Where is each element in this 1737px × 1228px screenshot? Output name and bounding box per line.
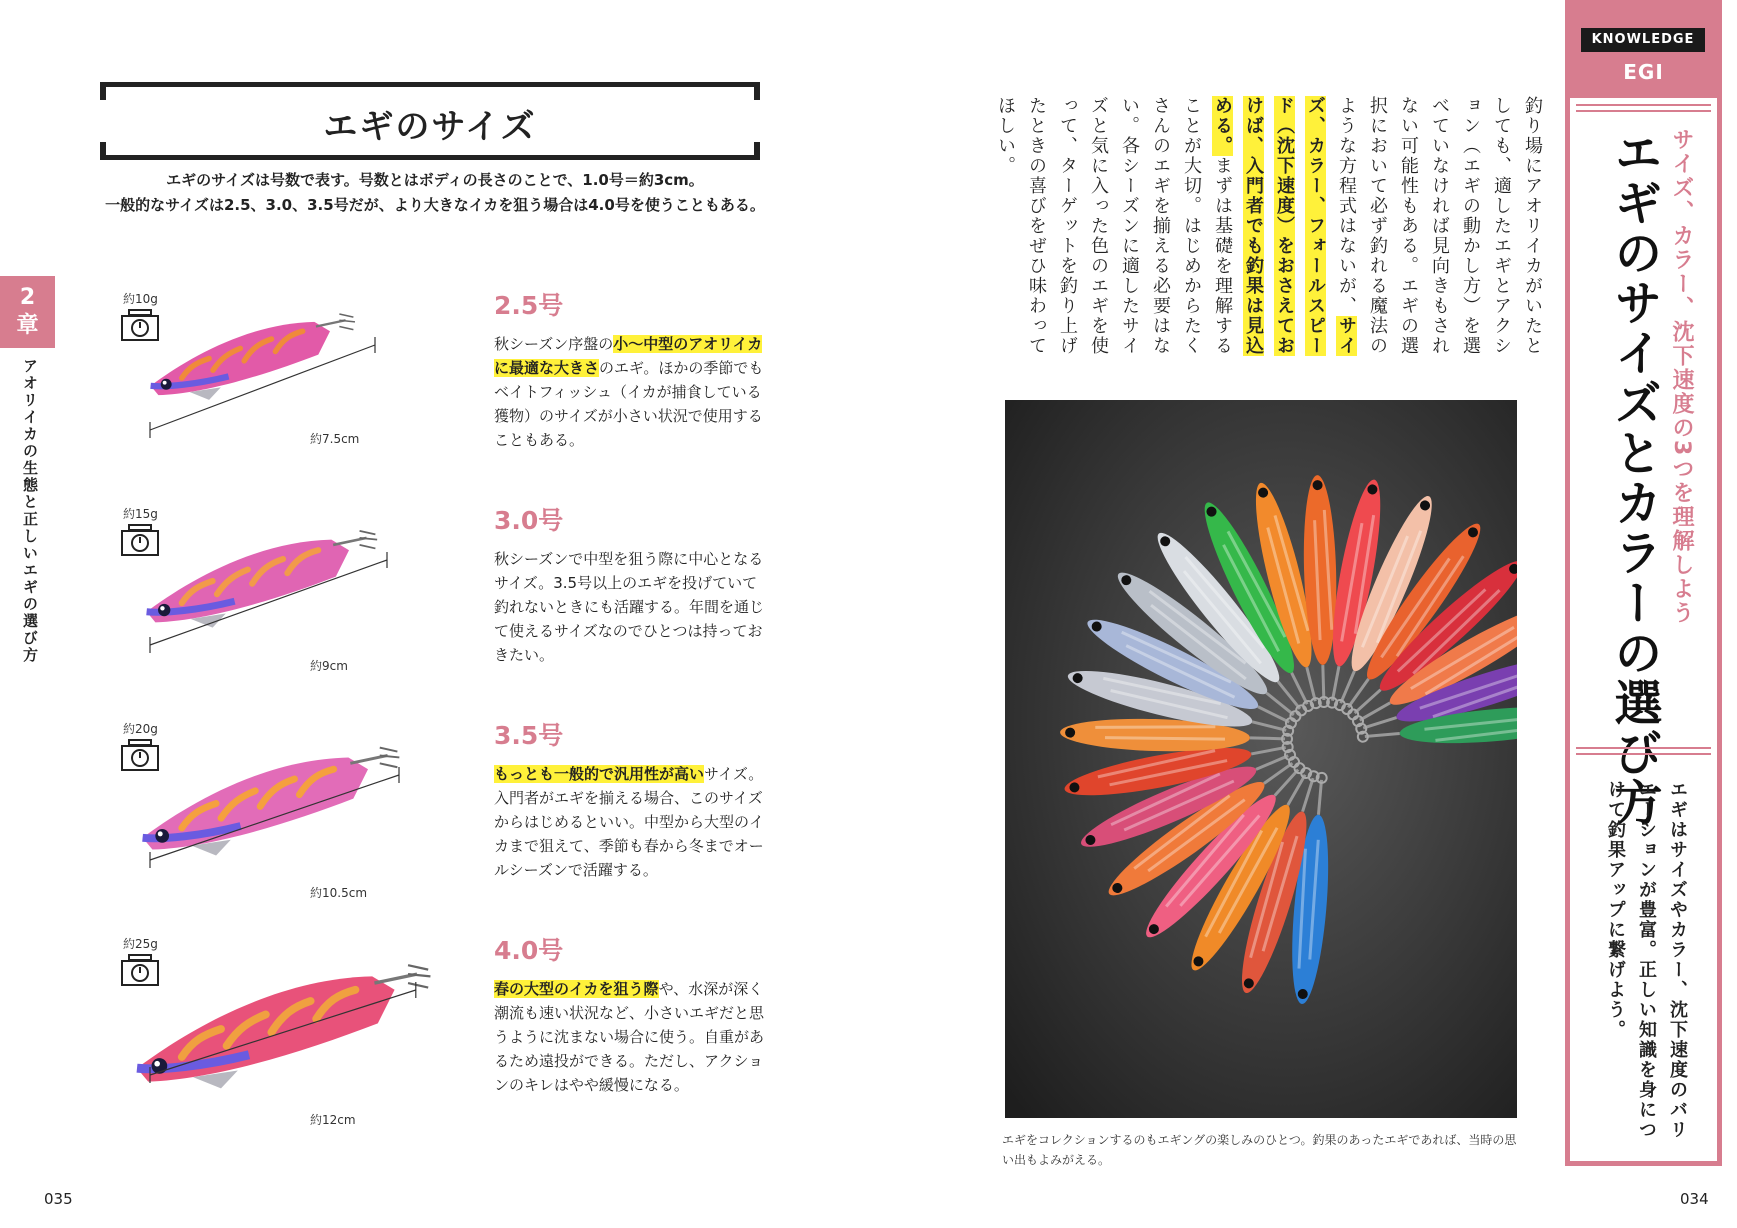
size-description — [494, 332, 764, 452]
desc-post: や、水深が深く潮流も速い状況など、小さいエギだと思うように沈まない場合に使う。自重があるため遠投ができる。ただし、アクションのキレはやや緩慢になる。 — [494, 980, 765, 1094]
desc-highlight: もっとも一般的で汎用性が高い — [494, 765, 705, 783]
chapter-number: 2 章 — [16, 285, 39, 338]
size-label: 4.0号 — [494, 936, 564, 965]
body-text-part1: 釣り場にアオリイカがいたとしても、適したエギとアクション（エギの動かし方）を選べていなければ見向きもされない可能性もある。エギの選択において必ず釣れる魔法のような方程式はないが、 — [1336, 96, 1543, 356]
knowledge-badge: KNOWLEDGE — [1581, 28, 1705, 52]
egi-illustration — [95, 710, 475, 900]
chapter-title: アオリイカの生態と正しいエギの選び方 — [21, 358, 39, 664]
weight-label: 約20g — [123, 722, 158, 736]
desc-highlight: 小～中型のアオリイカに最適な大きさ — [494, 335, 763, 377]
divider-bottom — [1576, 747, 1711, 755]
chapter-tab — [0, 276, 55, 348]
body-text-highlight: サイズ、カラー、フォールスピード（沈下速度）をおさえておけば、入門者でも釣果は見込める。 — [1212, 96, 1357, 356]
desc-post: のエギ。ほかの季節でもベイトフィッシュ（イカが捕食している獲物）のサイズが小さい状況で使用することもある。 — [494, 359, 764, 449]
section-title: エギのサイズ — [323, 107, 537, 147]
body-text-part2: まずは基礎を理解することが大切。はじめからたくさんのエギを揃える必要はない。各シーズンに適したサイズと気に入った色のエギを使って、ターゲットを釣り上げたときの喜びをぜひ味わってほしい。 — [995, 96, 1233, 356]
subtitle: サイズ、カラー、沈下速度の3つを理解しよう — [1669, 128, 1694, 626]
length-label: 約12cm — [310, 1113, 356, 1127]
desc-pre: 秋シーズン序盤の — [494, 335, 614, 353]
intro-text — [95, 168, 775, 218]
size-description — [494, 547, 764, 667]
page-number-right: 034 — [1680, 1190, 1709, 1208]
size-label: 3.5号 — [494, 721, 564, 750]
photo-caption: エギをコレクションするのもエギングの楽しみのひとつ。釣果のあったエギであれば、当時の思い出もよみがえる。 — [1002, 1133, 1517, 1167]
intro-line-1: エギのサイズは号数で表す。号数とはボディの長さのことで、1.0号＝約3cm。 — [166, 171, 704, 189]
desc-post: サイズ。入門者がエギを揃える場合、このサイズからはじめるといい。中型から大型のイカまで狙えて、季節も春から冬までオールシーズンで活躍する。 — [494, 765, 765, 879]
size-description — [494, 762, 764, 882]
length-label: 約7.5cm — [310, 432, 360, 446]
egi-illustration — [95, 495, 475, 685]
section-title-box — [100, 82, 760, 160]
size-label: 2.5号 — [494, 291, 564, 320]
egi-fan-image — [1005, 400, 1517, 1118]
weight-label: 約10g — [123, 292, 158, 306]
divider-top — [1576, 104, 1711, 112]
page-number-left: 035 — [44, 1190, 73, 1208]
summary-text: エギはサイズやカラー、沈下速度のバリエーションが豊富。正しい知識を身につけて釣果アップに繋げよう。 — [1605, 780, 1688, 1140]
size-label: 3.0号 — [494, 506, 564, 535]
length-label: 約10.5cm — [310, 886, 368, 900]
intro-line-2: 一般的なサイズは2.5、3.0、3.5号だが、より大きなイカを狙う場合は4.0号を使うこともある。 — [105, 196, 765, 214]
egi-collection-photo — [1005, 400, 1517, 1118]
main-title: エギのサイズとカラーの選び方 — [1606, 128, 1662, 828]
body-text — [990, 96, 1548, 361]
weight-label: 約15g — [123, 507, 158, 521]
egi-illustration — [95, 925, 475, 1115]
weight-label: 約25g — [123, 937, 158, 951]
desc-pre: 秋シーズンで中型を狙う際に中心となるサイズ。3.5号以上のエギを投げていて釣れないときにも活躍する。年間を通じて使えるサイズなのでひとつは持っておきたい。 — [494, 550, 765, 664]
egi-label: EGI — [1623, 60, 1664, 84]
desc-highlight: 春の大型のイカを狙う際 — [494, 980, 659, 998]
length-label: 約9cm — [310, 659, 348, 673]
size-description — [494, 977, 764, 1097]
egi-illustration — [95, 280, 475, 470]
